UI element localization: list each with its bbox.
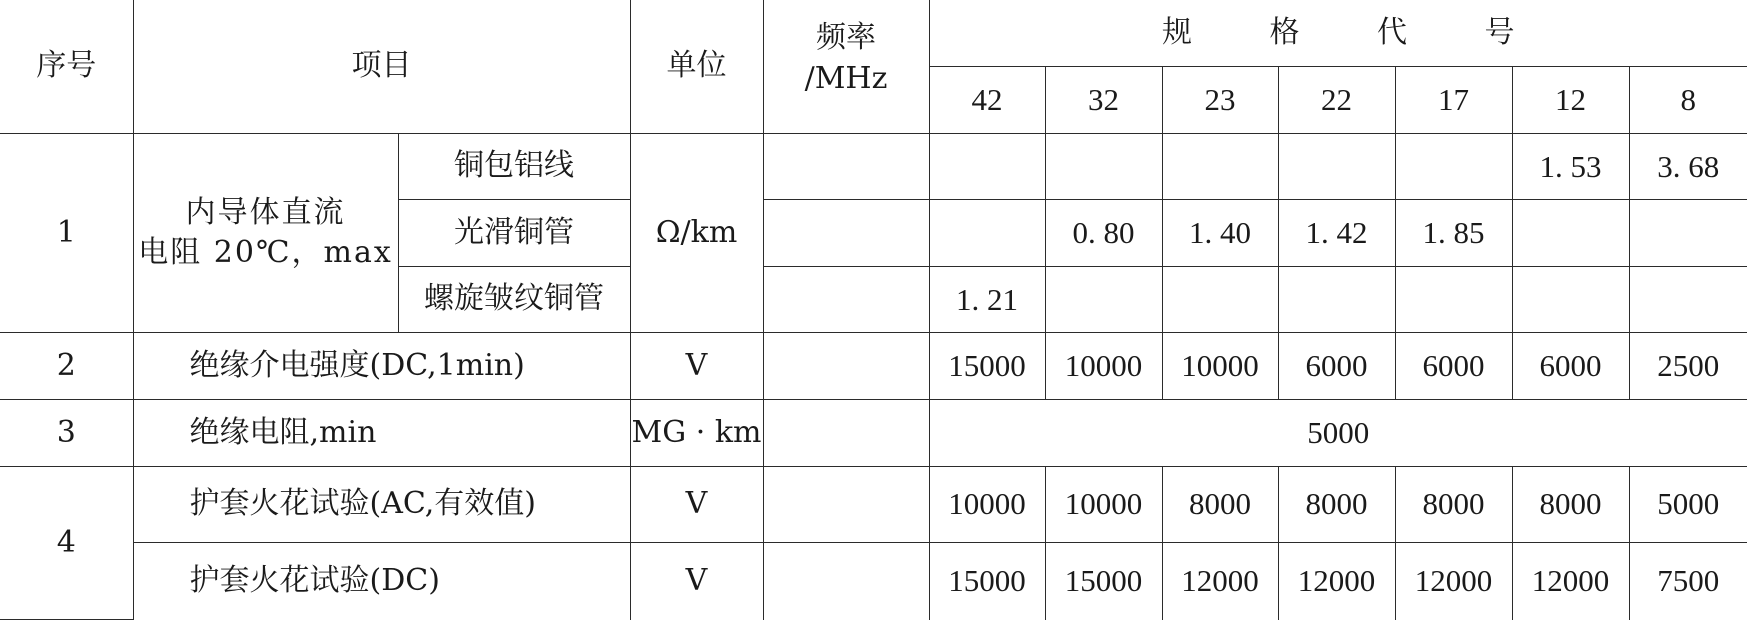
row1-sub-3: 螺旋皱纹铜管 [398,266,630,333]
row1-label [133,133,398,333]
row1-sub-2-val-12 [1512,200,1629,267]
header-frequency-line1: 频率 [816,20,876,55]
row1-index: 1 [0,133,133,333]
row1-sub-2-val-32: 0. 80 [1045,200,1162,267]
row4-index: 4 [0,466,133,619]
row1-sub-1-val-17 [1395,133,1512,200]
row1-sub-2-val-42 [929,200,1045,267]
row1-sub-1-val-22 [1278,133,1395,200]
row3-value: 5000 [929,399,1747,466]
row1-sub-1-freq [763,133,929,200]
row2-freq [763,333,929,400]
row1-sub-2-val-23: 1. 40 [1162,200,1278,267]
code-12: 12 [1512,67,1629,134]
row2-val-17: 6000 [1395,333,1512,400]
code-23: 23 [1162,67,1278,134]
row2-val-32: 10000 [1045,333,1162,400]
row4-sub-2-freq [763,543,929,620]
row1-sub-2-val-17: 1. 85 [1395,200,1512,267]
row1-sub-1-val-23 [1162,133,1278,200]
row1-sub-3-freq [763,266,929,333]
row4-sub-2-val-42: 15000 [929,543,1045,620]
row2-unit: V [630,333,763,400]
row4-sub-1-val-23: 8000 [1162,466,1278,543]
row1-sub-2-val-8 [1629,200,1747,267]
row4-sub-1-unit: V [630,466,763,543]
header-item: 项目 [133,0,630,133]
row1-sub-3-val-23 [1162,266,1278,333]
row4-sub-2-val-12: 12000 [1512,543,1629,620]
header-spec-code-label: 规 格 代 号 [1161,14,1549,50]
code-8: 8 [1629,67,1747,134]
row1-sub-1-val-32 [1045,133,1162,200]
row4-sub-1-val-17: 8000 [1395,466,1512,543]
row4-sub-1-freq [763,466,929,543]
row1-sub-1: 铜包铝线 [398,133,630,200]
row4-sub-2-val-32: 15000 [1045,543,1162,620]
row1-label-line1: 内导体直流 [185,194,346,230]
row3-item: 绝缘电阻,min [133,399,630,466]
row1-sub-2-val-22: 1. 42 [1278,200,1395,267]
row1-sub-2-freq [763,200,929,267]
row1-sub-3-val-32 [1045,266,1162,333]
row2-val-42: 15000 [929,333,1045,400]
row2-index: 2 [0,333,133,400]
code-22: 22 [1278,67,1395,134]
row4-sub-1-val-22: 8000 [1278,466,1395,543]
row1-unit: Ω/km [630,133,763,333]
row1-sub-3-val-8 [1629,266,1747,333]
row4-sub-2-item: 护套火花试验(DC) [133,543,630,620]
code-42: 42 [929,67,1045,134]
header-index: 序号 [0,0,133,133]
row4-sub-2-unit: V [630,543,763,620]
row1-sub-1-val-42 [929,133,1045,200]
row1-sub-3-val-42: 1. 21 [929,266,1045,333]
row3-unit: MG · km [630,399,763,466]
row2-val-12: 6000 [1512,333,1629,400]
row4-sub-1-val-8: 5000 [1629,466,1747,543]
row4-sub-2-val-23: 12000 [1162,543,1278,620]
row4-sub-1-val-32: 10000 [1045,466,1162,543]
row2-val-22: 6000 [1278,333,1395,400]
row4-sub-1-val-42: 10000 [929,466,1045,543]
row1-sub-1-val-12: 1. 53 [1512,133,1629,200]
row1-sub-2: 光滑铜管 [398,200,630,267]
code-17: 17 [1395,67,1512,134]
row3-index: 3 [0,399,133,466]
header-spec-code [929,0,1747,67]
row1-sub-3-val-22 [1278,266,1395,333]
code-32: 32 [1045,67,1162,134]
row1-sub-3-val-12 [1512,266,1629,333]
row2-item: 绝缘介电强度(DC,1min) [133,333,630,400]
header-frequency [763,0,929,133]
row4-sub-1-item: 护套火花试验(AC,有效值) [133,466,630,543]
row4-sub-1-val-12: 8000 [1512,466,1629,543]
header-frequency-line2: /MHz [804,60,888,96]
row3-freq [763,399,929,466]
row1-sub-3-val-17 [1395,266,1512,333]
row2-val-23: 10000 [1162,333,1278,400]
row2-val-8: 2500 [1629,333,1747,400]
row1-label-line2: 电阻 20℃，max [138,235,393,271]
row4-sub-2-val-17: 12000 [1395,543,1512,620]
header-unit: 单位 [630,0,763,133]
row4-sub-2-val-22: 12000 [1278,543,1395,620]
row4-sub-2-val-8: 7500 [1629,543,1747,620]
row1-sub-1-val-8: 3. 68 [1629,133,1747,200]
